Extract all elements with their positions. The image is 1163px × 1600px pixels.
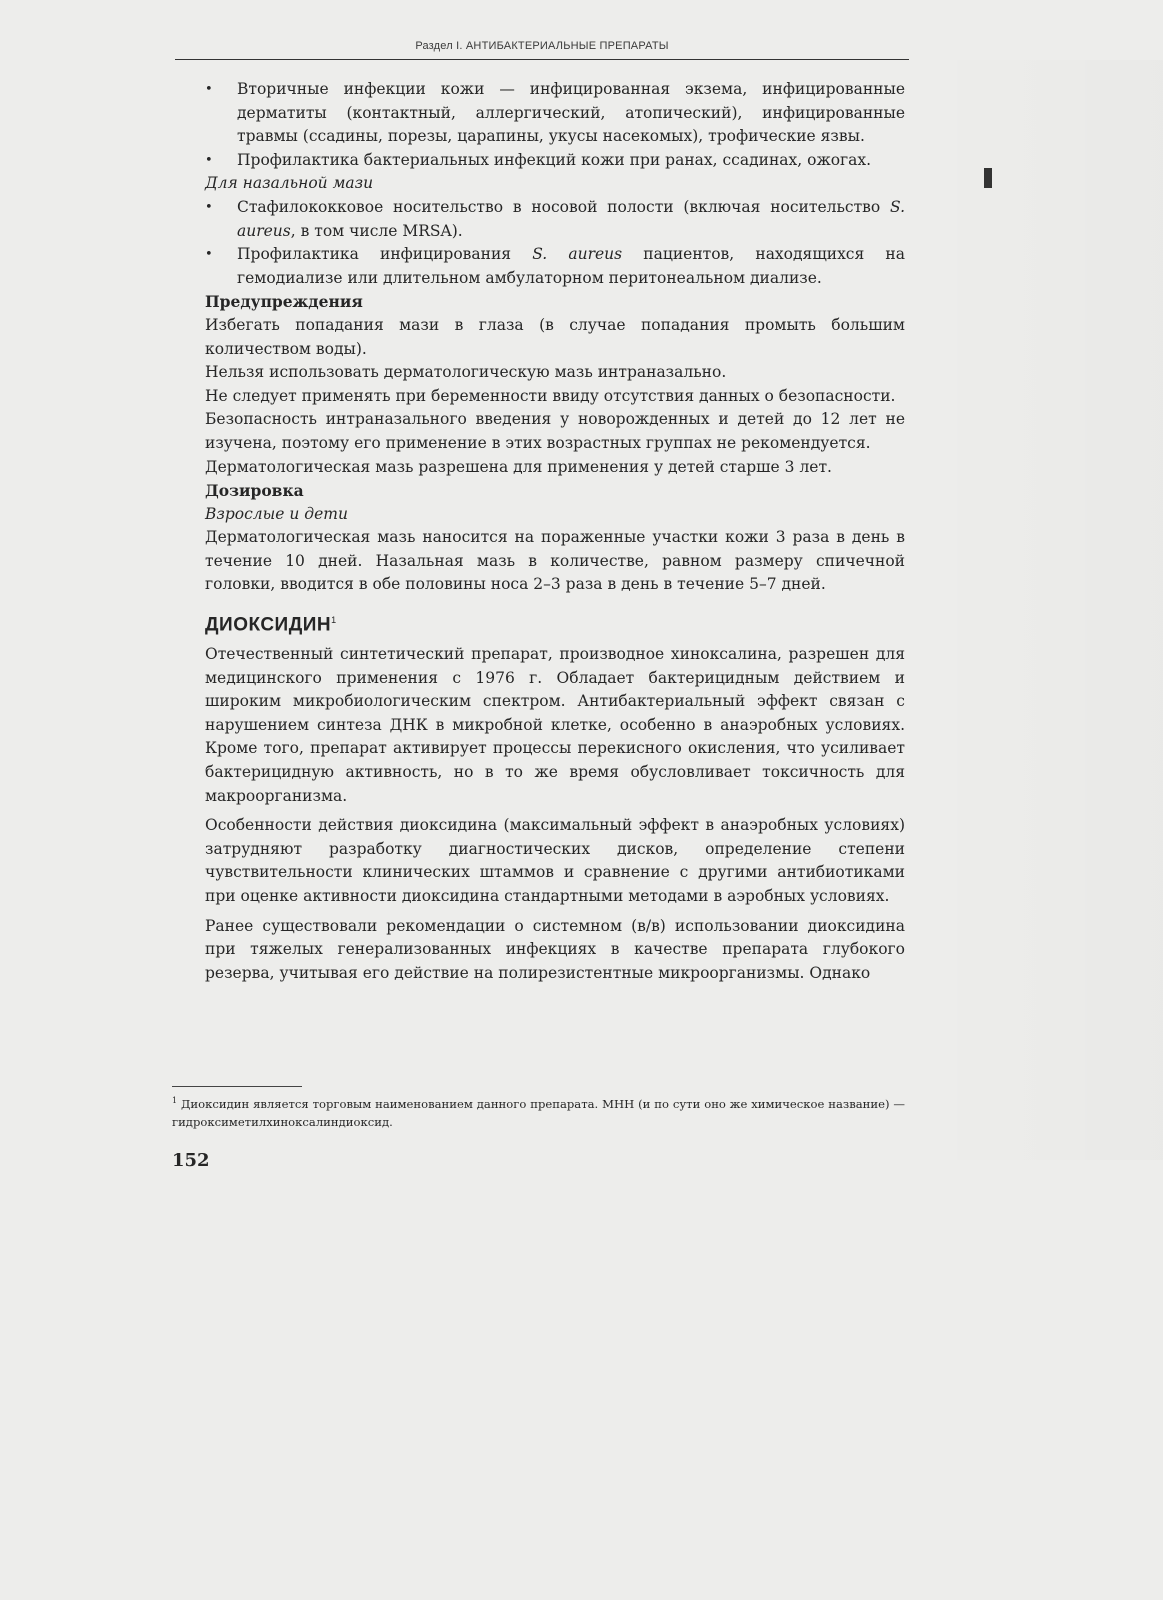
list-item	[205, 78, 905, 149]
main-text	[205, 78, 905, 985]
running-head: Раздел I. АНТИБАКТЕРИАЛЬНЫЕ ПРЕПАРАТЫ	[415, 40, 669, 52]
footnote-rule	[172, 1086, 302, 1087]
dosage-subheading: Взрослые и дети	[205, 504, 348, 523]
list-item-text: , в том числе MRSA).	[290, 221, 463, 240]
dosage-paragraph: Дерматологическая мазь наносится на пораженные участки кожи 3 раза в день в течение 10 дней. Назальная мазь в количестве, равном размеру спичечной головки, вводится в обе половины носа 2–3 раза в день в течение 5–7 дней.	[205, 528, 905, 594]
list-item-text: пациентов, находящихся на гемодиализе или длительном амбулаторном перитонеальном диализе.	[237, 245, 905, 287]
section-title	[205, 609, 905, 637]
list-item-text: Профилактика инфицирования	[237, 245, 533, 264]
footnote-text: Диоксидин является торговым наименованием данного препарата. МНН (и по сути оно же химическое название) — гидроксиметилхиноксалиндиоксид.	[172, 1096, 905, 1129]
warning-paragraph: Нельзя использовать дерматологическую мазь интраназально.	[205, 363, 727, 382]
species-name: S. aureus	[237, 197, 905, 240]
page-number: 152	[172, 1150, 210, 1171]
footnote-marker: 1	[172, 1096, 178, 1105]
bullet-icon: •	[205, 152, 213, 168]
body-paragraph: Отечественный синтетический препарат, производное хиноксалина, разрешен для медицинского применения с 1976 г. Обладает бактерицидным действием и широким микробиологическим спектром. Антибактериальный эффект связан с нарушением синтеза ДНК в микробной клетке, особенно в анаэробных условиях. Кроме того, препарат активирует процессы перекисного окисления, что усиливает бактерицидную активность, но в то же время обусловливает токсичность для макроорганизма.	[205, 644, 905, 805]
warning-paragraph: Безопасность интраназального введения у новорожденных и детей до 12 лет не изучена, поэтому его применение в этих возрастных группах не рекомендуется.	[205, 410, 905, 452]
footnote-ref[interactable]: 1	[331, 615, 337, 626]
warnings-heading: Предупреждения	[205, 292, 363, 312]
body-paragraph: Особенности действия диоксидина (максимальный эффект в анаэробных условиях) затрудняют разработку диагностических дисков, определение степени чувствительности клинических штаммов и сравнение с другими антибиотиками при оценке активности диоксидина стандартными методами в аэробных условиях.	[205, 816, 905, 905]
footnote	[172, 1092, 905, 1131]
nasal-list	[205, 196, 905, 290]
bullet-icon: •	[205, 247, 213, 263]
warning-paragraph: Не следует применять при беременности ввиду отсутствия данных о безопасности.	[205, 386, 896, 405]
list-item-text: Вторичные инфекции кожи — инфицированная экзема, инфицированные дерматиты (контактный, аллергический, атопический), инфицированные травмы (ссадины, порезы, царапины, укусы насекомых), трофические язвы.	[237, 80, 905, 146]
margin-tab-mark	[984, 168, 992, 188]
warning-paragraph: Избегать попадания мази в глаза (в случае попадания промыть большим количеством воды).	[205, 315, 905, 358]
body-paragraph: Ранее существовали рекомендации о системном (в/в) использовании диоксидина при тяжелых генерализованных инфекциях в качестве препарата глубокого резерва, учитывая его действие на полирезистентные микроорганизмы. Однако	[205, 916, 905, 982]
list-item-text: Стафилококковое носительство в носовой полости (включая носительство	[237, 197, 890, 216]
bullet-icon: •	[205, 82, 213, 97]
nasal-heading: Для назальной мази	[205, 174, 374, 193]
warning-paragraph: Дерматологическая мазь разрешена для применения у детей старше 3 лет.	[205, 457, 832, 476]
dosage-heading: Дозировка	[205, 481, 304, 501]
page-shadow	[925, 60, 1163, 1160]
list-item-text: Профилактика бактериальных инфекций кожи при ранах, ссадинах, ожогах.	[237, 150, 872, 169]
list-item	[205, 196, 905, 243]
section-title-text: ДИОКСИДИН	[205, 614, 332, 636]
species-name: S. aureus	[532, 245, 623, 264]
indications-list	[205, 78, 905, 172]
list-item	[205, 149, 905, 173]
header-rule	[175, 59, 909, 60]
bullet-icon: •	[205, 199, 213, 215]
list-item	[205, 243, 905, 290]
